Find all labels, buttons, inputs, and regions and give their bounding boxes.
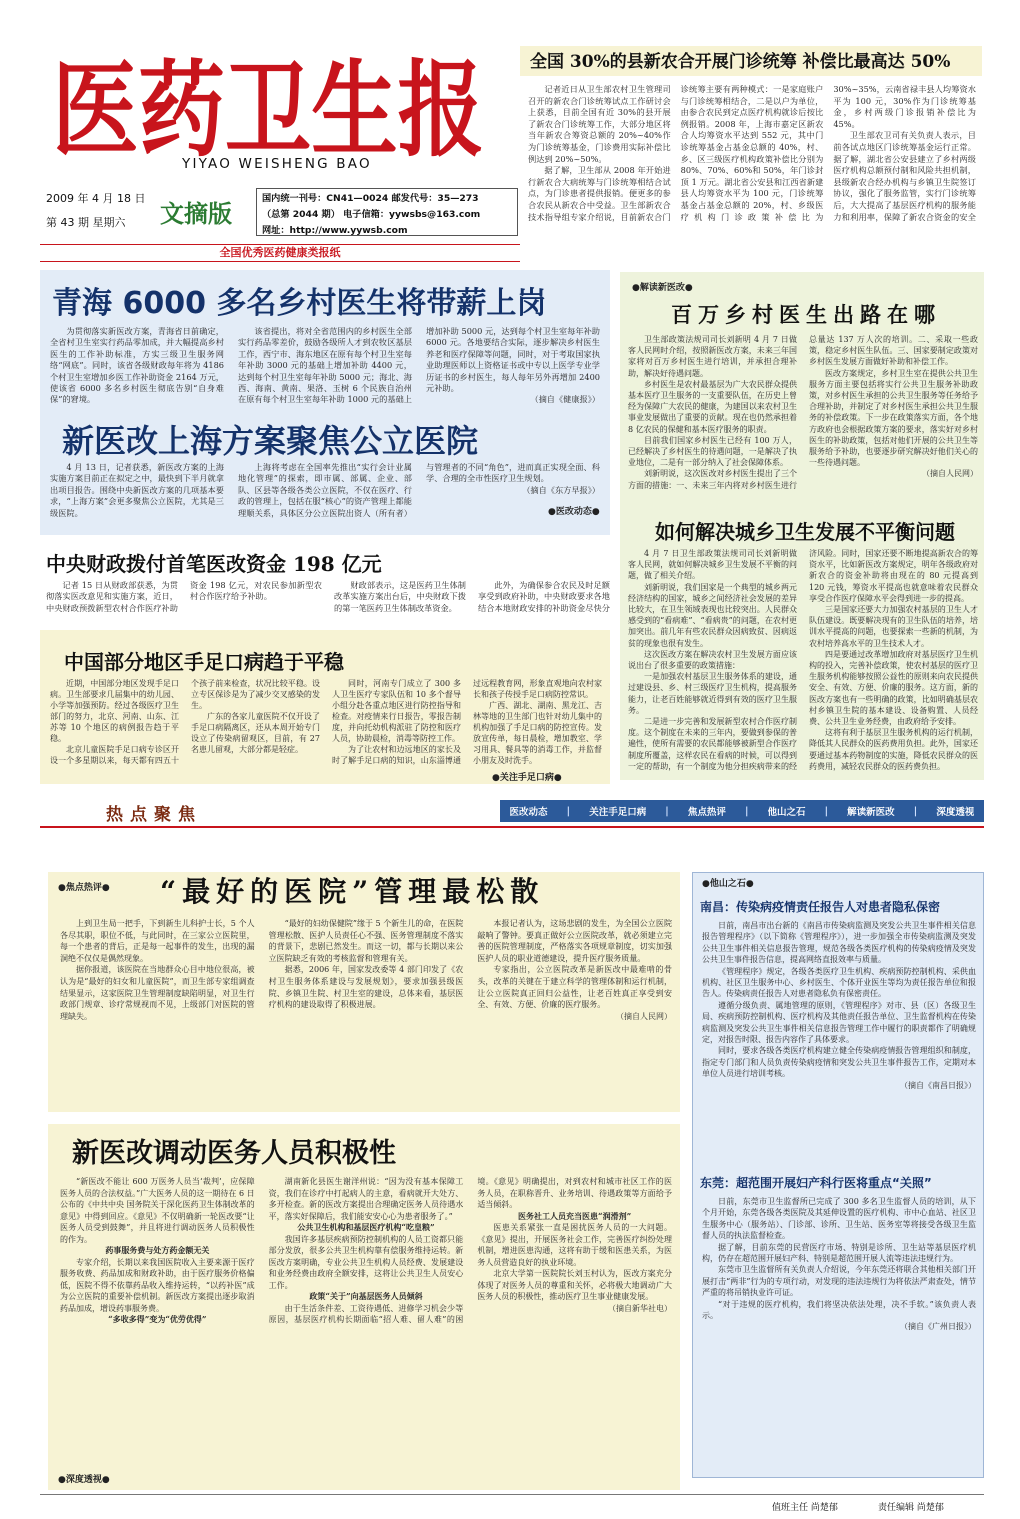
slogan-bar <box>40 244 520 262</box>
masthead-logo <box>48 28 490 164</box>
top-story-p1: 记者近日从卫生部农村卫生管理司召开的新农合门诊统筹试点工作研讨会上获悉，目前全国有近 30%的县开展了新农合门诊统筹工作，大部分地区将当年新农合筹资总额的 20%~40%作为门诊统筹基金，门诊费用实际补偿比例达到 20%~50%。 <box>528 84 671 164</box>
masthead-logo-text: 医药卫生报 <box>52 48 484 164</box>
footer-editor: 责任编辑 尚楚郁 <box>878 1503 944 1513</box>
dongguan-body <box>702 1196 976 1472</box>
personnel-tag: ●深度透视● <box>58 1475 110 1485</box>
nav-tab-4[interactable]: 他山之石 <box>767 807 806 818</box>
hfmd-body <box>50 678 602 770</box>
personnel-headline: 新医改调动医务人员积极性 <box>72 1138 396 1169</box>
million-doctors-source: （摘自人民网） <box>922 469 978 479</box>
nav-tab-5[interactable]: 解读新医改 <box>847 807 895 818</box>
million-doctors-body <box>628 334 978 508</box>
best-hospital-headline: “最好的医院”管理最松散 <box>160 875 545 908</box>
imbalance-p1: 4 月 7 日卫生部政策法规司司长刘新明做客人民网，就如何解决城乡卫生发展不平衡的问题，做了相关介绍。 <box>628 549 797 581</box>
central-funds-p1: 记者 15 日从财政部获悉，为贯彻落实医改意见和实施方案，近日，中央财政预拨新型农村合作医疗补助资金 198 亿元，对农民参加新型农村合作医疗给予补助。 <box>46 580 322 613</box>
dongguan-p2: 据了解，目前东莞的民营医疗市场、特别是诊所、卫生站等基层医疗机构，仍存在超范围开展妇产科、特别是超范围开展人流等违法违规行为。 <box>702 1242 976 1264</box>
hot-focus-title: 热点聚焦 <box>106 805 202 825</box>
masthead-pinyin: YIYAO WEISHENG BAO <box>182 156 372 172</box>
issue-number: 第 43 期 星期六 <box>46 216 126 229</box>
masthead-title <box>48 28 490 164</box>
dongguan-p3: 东莞市卫生监督所有关负责人介绍说，今年东莞还将联合其他相关部门开展打击“两非”行为的专项行动，对发现的违法违规行为将依法严肃查处，情节严重的将吊销执业许可证。 <box>702 1265 976 1298</box>
imbalance-p7: 四是要通过改革增加政府对基层医疗卫生机构的投入，完善补偿政策，使农村基层的医疗卫生服务机构能够按照公益性的原则来向农民提供安全、有效、方便、价廉的服务。这方面，新的医改方案也有一些明确的政策，比如明确基层农村乡镇卫生院的基本建设、设备购置、人员经费、公共卫生业务经费，由政府给予安排。 <box>809 649 978 727</box>
hfmd-headline: 中国部分地区手足口病趋于平稳 <box>64 650 344 674</box>
central-funds-spacer <box>46 552 610 580</box>
best-hospital-p4: 据悉，2006 年，国家发改委等 4 部门印发了《农村卫生服务体系建设与发展规划》，要求加强县级医院、乡镇卫生院、村卫生室的建设，总体来看，基层医疗机构的建设取得了积极进展。 <box>268 965 464 1010</box>
nanchang-p4: 同时，要求各级各类医疗机构建立健全传染病疫情报告管理组织和制度，指定专门部门和人员负责传染病疫情和突发公共卫生事件报告工作，定期对本单位人员进行培训考核。 <box>702 1046 976 1079</box>
best-hospital-body <box>60 918 672 1102</box>
personnel-p7: 北京大学第一医院院长刘玉村认为，医改方案充分体现了对医务人员的尊重和关怀，必将极大地调动广大医务人员的积极性，推动医疗卫生事业健康发展。 <box>477 1269 672 1301</box>
hfmd-p5: 为了让农村和边远地区的家长及时了解手足口病的知识，山东淄博通过远程教育网，形象直观地向农村家长和孩子传授手足口病防控常识。 <box>332 679 602 765</box>
best-hospital-p2: 据你报道，该医院在当地群众心目中地位很高，被认为是“最好的妇女和儿童医院”，而卫生部专家组调查结果显示，这家医院卫生管理制度缺陷明显，对卫生行政部门规章、诊疗常规视而不见，上级部门对医院的管理缺失。 <box>60 965 255 1021</box>
shanghai-headline: 新医改上海方案聚焦公立医院 <box>62 422 479 460</box>
personnel-subhead-3: 公共卫生机构和基层医疗机构“吃皇粮” <box>297 1222 435 1232</box>
shanghai-body <box>50 462 600 520</box>
dongguan-source: （摘自《广州日报》） <box>900 1322 976 1332</box>
personnel-p6: 医患关系紧张一直是困扰医务人员的一大问题。《意见》提出，开展医务社会工作，完善医疗纠纷处理机制，增进医患沟通，这将有助于缓和医患关系，为医务人员营造良好的执业环境。 <box>477 1223 672 1267</box>
imbalance-headline: 如何解决城乡卫生发展不平衡问题 <box>655 520 955 544</box>
nanchang-headline: 南昌：传染病疫情责任报告人对患者隐私保密 <box>700 900 941 914</box>
best-hospital-p1: 上到卫生局一把手，下到新生儿科护士长，5 个人各尽其职，职位不低，与此同时，在三家公立医院里，每一个患者的背后，正是每一起事件的发生，出现的漏洞绝不仅仅是偶然现象。 <box>60 919 255 963</box>
best-hospital-p5: 本报记者认为，这场悲剧的发生，为全国公立医院敲响了警钟。要真正做好公立医院改革，就必须建立完善的医院管理制度，严格落实各项规章制度，切实加强医护人员的职业道德建设，提升医疗服务质量。 <box>477 919 672 963</box>
personnel-source: （摘自新华社电） <box>607 1303 672 1313</box>
million-doctors-p4: 刘新明说，这次医改对乡村医生提出了三个方面的措施：一、未来三年内将对乡村医生进行总量达 137 万人次的培训。二、采取一些政策，稳定乡村医生队伍。三、国家要制定政策对乡村医生发展方面做好补助和补偿工作。 <box>628 335 978 490</box>
dongguan-headline: 东莞：超范围开展妇产科行医将重点“关照” <box>700 1176 932 1190</box>
personnel-p2: 专家介绍，长期以来我国医院收入主要来源于医疗服务收费、药品加成和财政补助，由于医疗服务价格偏低，医院不得不依靠药品收入维持运转，“以药补医”成为公立医院的重要补偿机制。新医改方案提出逐步取消药品加成，增设药事服务费。 <box>60 1257 255 1313</box>
shanghai-p1: 4 月 13 日，记者获悉，新医改方案的上海实施方案目前正在拟定之中，最快到下半月就拿出项目报告。围绕中央新医改方案的几项基本要求，“上海方案”会更多聚焦公立医院，尤其是三级医院。 <box>50 462 224 518</box>
issue-date: 2009 年 4 月 18 日 <box>46 192 146 205</box>
nav-separator: | <box>913 805 918 817</box>
shanghai-source: （摘自《东方早报》） <box>522 484 600 495</box>
personnel-subhead-5: 医务社工人员充当医患“润滑剂” <box>518 1210 632 1221</box>
top-story-p3: 卫生部农卫司有关负责人表示，目前各试点地区门诊统筹基金运行正常。据了解，湖北省公安县建立了乡村两级医疗机构总额预付制和风险共担机制，县级新农合经办机构与乡镇卫生院签订协议，强化了服务监管，实行门诊统筹后，大大提高了基层医疗机构的服务能力和利用率，保障了新农合资金的安全 <box>833 130 976 222</box>
hfmd-p6: 广西、湖北、湖南、黑龙江、吉林等地的卫生部门也针对幼儿集中的机构加强了手足口病的防控宣传。发放宣传单，每日晨检，增加教室、学习用具、餐具等的消毒工作，并监督小朋友及时洗手。 <box>473 701 602 765</box>
qinghai-headline: 青海 6000 多名乡村医生将带薪上岗 <box>52 286 547 321</box>
qinghai-source: （摘自《健康报》） <box>530 394 600 405</box>
nanchang-p2: 《管理程序》规定，各级各类医疗卫生机构、疾病预防控制机构、采供血机构、社区卫生服务中心、乡村医生、个体开业医生等均为责任报告单位和报告人。传染病责任报告人对患者隐私负有保密责任。 <box>702 966 976 999</box>
personnel-p1: “新医改不能让 600 万医务人员当‘裁判’，应保障医务人员的合法权益。”广大医务人员的这一期待在 6 日公布的《中共中央 国务院关于深化医药卫生体制改革的意见》中得到回应。《意见》不仅明确新一轮医改要“让医务人员受到鼓舞”，并且将进行调动医务人员积极性的作为。 <box>60 1177 255 1244</box>
imbalance-p2: 刘新明说，我们国家是一个典型的城乡两元经济结构的国家，城乡之间经济社会发展的差异比较大，在卫生领域表现也比较突出。人民群众感受到的“看病难”、“看病贵”的问题，在农村更加突出。前几年有些农民群众因病致贫、因病返贫的现象也很有发生。 <box>628 582 797 648</box>
personnel-subhead-4: 政策“关于”向基层医务人员倾斜 <box>309 1291 423 1301</box>
qinghai-body <box>50 326 600 412</box>
shanghai-p2: 上海将考虑在全国率先推出“实行会计业属地化管理”的探索，即市属、部属、企业、部队、区县等各级各类公立医院，不仅在医疗、行政的管理上，包括在服“核心”的资产管理上都能理顺关系，具体区分公立医院出资人（所有者）与管理者的不同“角色”，进而真正实现全面、科学、合理的全市性医疗卫生规划。 <box>238 462 600 518</box>
nav-separator: | <box>665 805 669 817</box>
masthead-info-1: 国内统一刊号：CN41—0024 邮发代号：35—273 <box>262 193 479 204</box>
million-doctors-tag: ●解读新医改● <box>632 283 693 293</box>
imbalance-p6: 三是国家还要大力加强农村基层的卫生人才队伍建设。既要解决现有的卫生队伍的培养，培训水平提高的问题，也要探索一些新的机制，为农村培养高水平的卫生技术人才。 <box>809 605 978 648</box>
personnel-body <box>60 1176 672 1478</box>
footer-editor-on-duty: 值班主任 尚楚郁 <box>772 1503 838 1513</box>
million-doctors-p5: 医改方案规定，乡村卫生室在提供公共卫生服务方面主要包括将实行公共卫生服务补助政策，对乡村医生承担的公共卫生服务等任务给予合理补助，并制定了对乡村医生承担公共卫生服务的补偿政策。下一步在政策落实方面，各个地方政府也会根据政策方案的要求，落实好对乡村医生的补助政策，包括对他们开展的公共卫生等服务给予补助，也要逐步研究解决好他们关心的一些待遇问题。 <box>809 368 978 468</box>
hot-focus-nav <box>500 800 984 822</box>
masthead-info-2: （总第 2044 期） 电子信箱：yywsbs@163.com <box>262 209 481 220</box>
central-funds-p3: 此外，为确保参合农民及时足额享受到政府补助，中央财政要求各地结合本地财政安排的补助资金尽快分 <box>478 580 610 613</box>
nanchang-body <box>702 920 976 1166</box>
nav-tab-1[interactable]: 医改动态 <box>509 807 548 818</box>
central-funds-body <box>46 552 610 618</box>
shanghai-tag: ●医改动态● <box>548 507 600 517</box>
hfmd-p1: 近期，中国部分地区发现手足口病。卫生部要求几届集中的幼儿园、小学等加强预防。经过各级医疗卫生部门的努力，北京、河南、山东、江苏等 10 个地区的病例报告趋于平稳。 <box>50 679 179 743</box>
imbalance-p5: 二是进一步完善和发展新型农村合作医疗制度。这个制度在未来的三年内，要做到参保的普遍性，使所有需要的农民都能够被新型合作医疗制度所覆盖，这样农民在看病的时候，可以得到一定的帮助，有一个制度为他分担疾病带来的经济风险。同时，国家还要不断地提高新农合的筹资水平，比如新医改方案规定，明年各级政府对新农合的资金补助将由现在的 80 元提高到 120 元钱，筹资水平提高也就意味着农民群众享受合作医疗保障水平会得到进一步的提高。 <box>628 549 978 771</box>
nanchang-source: （摘自《南昌日报》） <box>900 1080 976 1090</box>
best-hospital-p3: “最好的妇幼保健院”缘于 5 个新生儿的命，在医院管理松散、医护人员责任心不强、医务管理制度不落实的背景下，悲剧已然发生。而这一切，都与长期以来公立医院缺乏有效的考核监督和管理有关。 <box>268 919 464 963</box>
dongguan-p1: 日前，东莞市卫生监督所已完成了 300 多名卫生监督人员的培训，从下个月开始，东莞各级各类医院及其延伸设置的医疗机构、市中心血站、社区卫生服务中心（服务站）、门诊部、诊所、卫生站、医务室等将接受各级卫生监督人员的执法监督检查。 <box>702 1197 976 1241</box>
nav-separator: | <box>566 805 571 817</box>
hfmd-p2: 北京儿童医院手足口病专诊区开设一个多星期以来，每天都有四五十个孩子前来检查，状况比较平稳。设立专区保诊是为了减少交叉感染的发生。 <box>50 679 320 765</box>
nav-tab-6[interactable]: 深度透视 <box>936 807 975 818</box>
footer-rule <box>40 1494 984 1495</box>
nanchang-p3: 遵循分级负责、属地管理的原则，《管理程序》对市、县（区）各级卫生局、疾病预防控制机构、医疗机构及其他责任报告单位、卫生监督机构在传染病监测及突发公共卫生事件相关信息报告管理工作中履行的职责都作了明确规定，对报告时限、报告内容作了具体要求。 <box>702 1000 976 1045</box>
nav-tab-3[interactable]: 焦点热评 <box>687 807 726 818</box>
top-story-headline: 全国 30%的县新农合开展门诊统筹 补偿比最高达 50% <box>530 52 951 72</box>
edition-label: 文摘版 <box>160 200 232 228</box>
nanchang-tag: ●他山之石● <box>702 879 754 889</box>
nanchang-p1: 日前，南昌市出台新的《南昌市传染病监测及突发公共卫生事件相关信息报告管理程序》（以下简称《管理程序》），进一步加强全市传染病监测及突发公共卫生事件相关信息报告管理，规范各级各类医疗机构的传染病疫情及突发公共卫生事件报告信息，提高网络直报效率与质量。 <box>702 921 976 965</box>
top-story-p2: 据了解，卫生部从 2008 年开始进行新农合大病统筹与门诊统筹相结合试点，为门诊患者提供报销。便更多的参合农民从新农合中受益。卫生部新农合技术指导组专家介绍说，目前新农合门诊统筹主要有两种模式：一是家庭账户与门诊统筹相结合，二是以户为单位，由参合农民到定点医疗机构就诊后按比例报销。2008 年，上海市嘉定区新农合人均筹资水平达到 552 元，其中门诊统筹基金占基金总额的 40%，村、乡、区三级医疗机构政策补偿比分别为 80%、70%、60%和 50%，年门诊封顶 1 万元。湖北省公安县和江西省新建县人均筹资水平为 100 元，门诊统筹基金占基金总额的 20%，村、乡级医疗机构门诊政策补偿比为 30%~35%，云南省禄丰县人均筹资水平为 100 元，30%作为门诊统筹基金，乡村两级门诊报销补偿比为 45%。 <box>528 84 976 222</box>
central-funds-p2: 财政部表示，这是医药卫生体制改革实施方案出台后，中央财政下拨的第一笔医药卫生体制改革资金。 <box>334 580 466 613</box>
nav-separator: | <box>744 805 749 817</box>
million-doctors-headline: 百万乡村医生出路在哪 <box>671 302 941 327</box>
dongguan-p4: “对于违规的医疗机构，我们将坚决依法处理，决不手软。”该负责人表示。 <box>702 1299 976 1321</box>
slogan-text: 全国优秀医药健康类报纸 <box>219 246 341 259</box>
hot-focus-red-rule <box>40 826 984 828</box>
million-doctors-p2: 乡村医生是农村最基层为广大农民群众提供基本医疗卫生服务的一支重要队伍，在历史上曾经为保障广大农民的健康，为建国以来农村卫生事业发展做出了重要的贡献。现在也仍然承担着 8 亿农民的保健和基本医疗服务的职责。 <box>628 379 797 434</box>
nav-separator: | <box>824 805 829 817</box>
qinghai-p2: 该省提出，将对全省范围内的乡村医生全部实行药品零差价，鼓励各级所人才到农牧区基层工作，西宁市、海东地区在原有每个村卫生室每年补助 3000 元的基础上增加补助 4400 元，达到每个村卫生室每年补助 5000 元；海北、海西、海南、黄南、果洛、玉树 6 个民族自治州在原有每个村卫生室每年补助 1000 元的基础上增加补助 5000 元，达到每个村卫生室每年补助 6000 元。各地要结合实际，逐步解决乡村医生养老和医疗保障等问题，同时，对于考取国家执业助理医师以上资格证书或中专以上医学专业学历证书的乡村医生，每人每年另外再增加 2400 元补助。 <box>238 326 600 405</box>
hot-focus-bar <box>40 798 984 828</box>
hfmd-p4: 同时，河南专门成立了 300 多人卫生医疗专家队伍和 10 多个督导小组分赴各重点地区进行防控指导和检查。对疫情来行日报告，零报告制度，并向托幼机构派驻了防控和医疗人员，协助晨检，消毒等防控工作。 <box>332 679 461 743</box>
personnel-subhead-2: “多收多得”变为“优劳优得” <box>108 1314 207 1324</box>
masthead-info-3: 网址：http://www.yywsb.com <box>262 225 408 236</box>
imbalance-p4: 一是加强农村基层卫生服务体系的建设，通过建设县、乡、村三级医疗卫生机构，提高服务能力，让老百姓能够就近得到有效的医疗卫生服务。 <box>628 672 797 715</box>
top-story-body <box>528 84 976 234</box>
million-doctors-p3: 目前我们国家乡村医生已经有 100 万人，已经解决了乡村医生的待遇问题，一是解决了执业地位，二是有一部分纳入了社会保障体系。 <box>628 435 797 468</box>
central-funds-headline: 中央财政拨付首笔医改资金 198 亿元 <box>46 552 382 576</box>
million-doctors-p1: 卫生部政策法规司司长刘新明 4 月 7 日做客人民网时介绍，按照新医改方案，未来三年国家将对百万乡村医生进行培训，并承担合理补助，解决好待遇问题。 <box>628 335 797 378</box>
imbalance-p3: 这次医改方案在解决农村卫生发展方面应该说出台了很多重要的政策措施： <box>628 649 797 671</box>
nav-tab-2[interactable]: 关注手足口病 <box>589 807 647 818</box>
imbalance-p8: 这将有利于基层卫生服务机构的运行机制，降低其人民群众的医药费用负担。此外，国家还要通过基本药物制度的实施，降低农民群众的医药费用，减轻农民群众的医药费负担。 <box>809 728 978 771</box>
personnel-subhead-1: 药事服务费与处方药金额无关 <box>105 1245 210 1255</box>
hfmd-tag: ●关注手足口病● <box>492 773 562 783</box>
best-hospital-p6: 专家指出，公立医院改革是新医改中最难啃的骨头，改革的关键在于建立科学的管理体制和运行机制，让公立医院真正回归公益性，让老百姓真正享受到安全、有效、方便、价廉的医疗服务。 <box>477 965 672 1010</box>
hfmd-p3: 广东的各家儿童医院不仅开设了手足口病隔离区，还从本周开始专门设立了传染病留观区，目前，有 27 名患儿留观，大部分都是轻症。 <box>191 712 320 754</box>
qinghai-p1: 为贯彻落实新医改方案，青海省日前确定，全省村卫生室实行药品零加成，并大幅提高乡村医生的工作补助标准，方实三级卫生服务网络“网底”。同时，该省各级财政每年将为 4186 个村卫生室增加乡医工作补助资金 2164 万元，使该省 6000 多名乡村医生彻底告别“自身难保”的窘境。 <box>50 326 224 405</box>
best-hospital-tag: ●焦点热评● <box>58 883 110 893</box>
personnel-p3: 湖南新化县医生谢洋州说：“因为没有基本保障工资，我们在诊疗中打起病人的主意，看病就开大处方、多开检查。新的医改方案提出合理确定医务人员待遇水平，落实好保障后，我们能安安心心为患者服务了。” <box>268 1177 464 1221</box>
best-hospital-source: （摘自人民网） <box>615 1011 672 1021</box>
imbalance-body <box>628 548 978 774</box>
personnel-p4: 我国许多基层疾病预防控制机构的人员工资都只能部分发放，很多公共卫生机构靠有偿服务维持运转。新医改方案明确，专业公共卫生机构人员经费、发展建设和业务经费由政府全额安排，这将让公共卫生人员安心工作。 <box>268 1234 464 1290</box>
personnel-p5: 由于生活条件差、工资待遇低、进修学习机会少等原因，基层医疗机构长期面临“招人难、留人难”的困境。《意见》明确提出，对到农村和城市社区工作的医务人员，在职称晋升、业务培训、待遇政策等方面给予适当倾斜。 <box>268 1177 672 1324</box>
